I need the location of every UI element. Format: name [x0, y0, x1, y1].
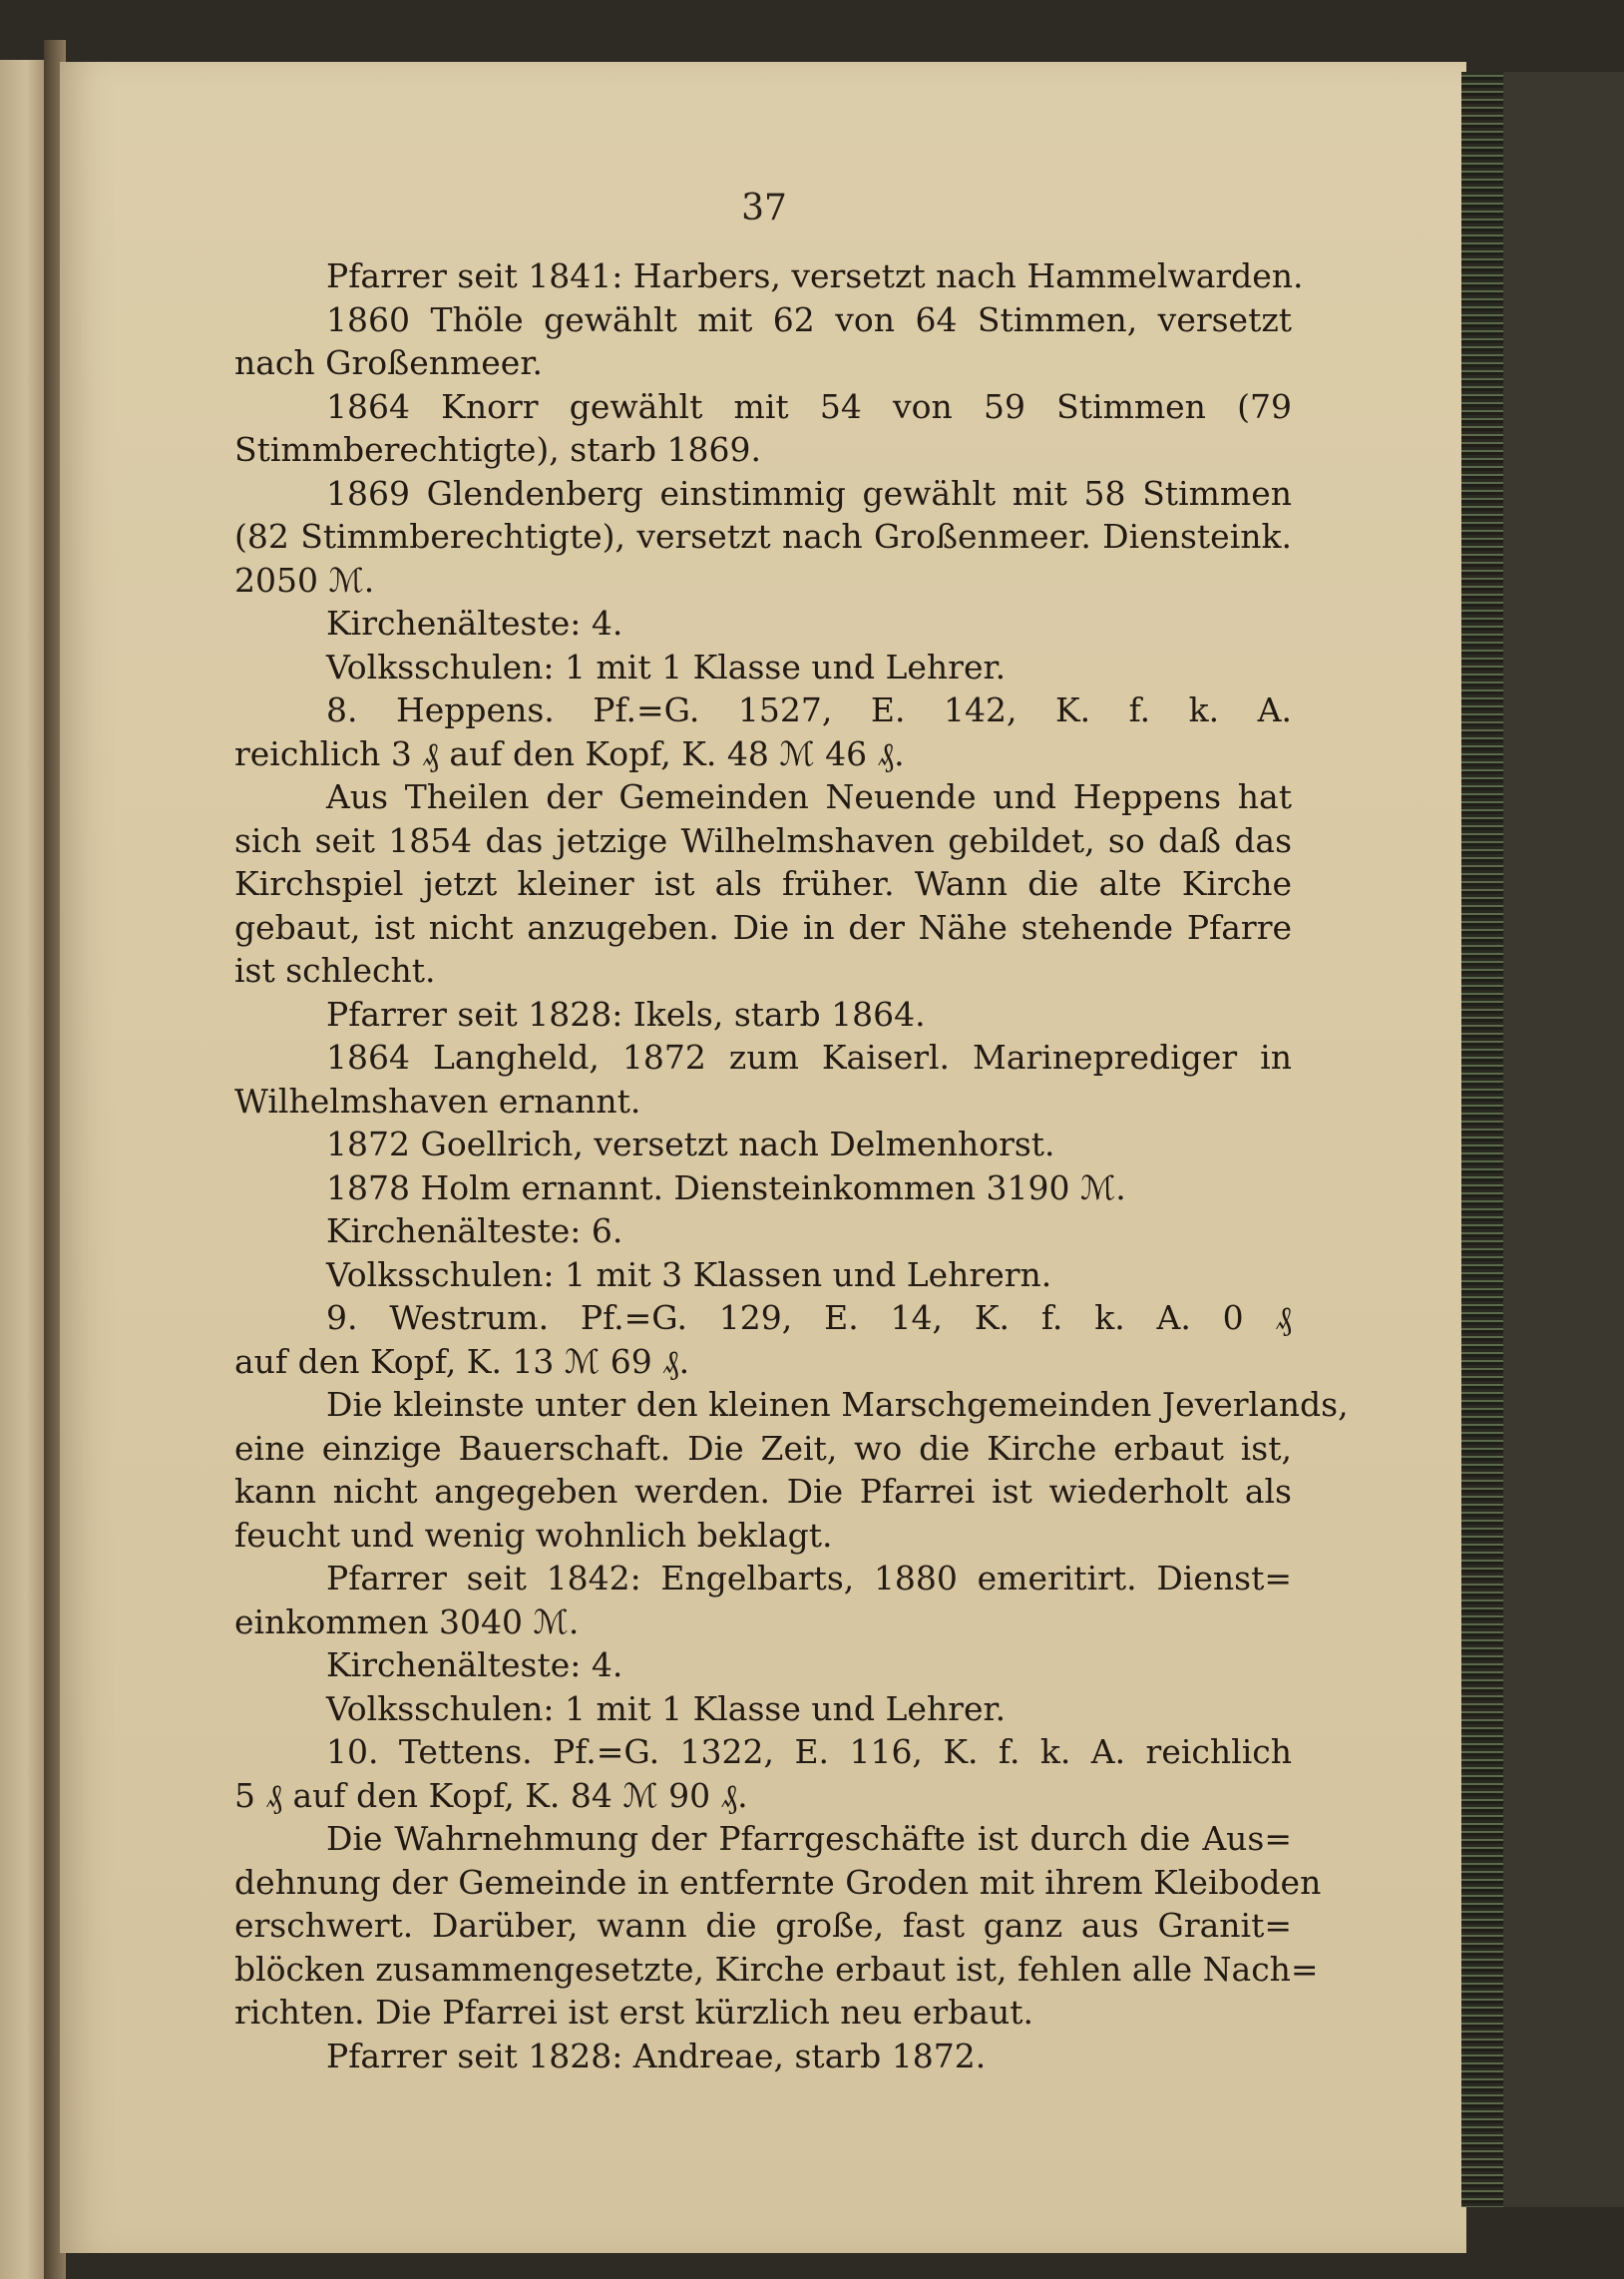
text-line: blöcken zusammengesetzte, Kirche erbaut ist, fehlen alle Nach=: [234, 1949, 1319, 1989]
body-text: [234, 254, 1349, 2077]
text-line: Pfarrer seit 1841: Harbers, versetzt nach Hammelwarden.: [326, 256, 1304, 295]
text-line: Kirchenälteste: 4.: [326, 604, 623, 643]
text-line: Pfarrer seit 1828: Andreae, starb 1872.: [326, 2036, 987, 2075]
text-line: erschwert. Darüber, wann die große, fast ganz aus Granit=: [234, 1906, 1292, 1945]
background-shade: [1503, 72, 1624, 2207]
text-line: reichlich 3 ₰ auf den Kopf, K. 48 ℳ 46 ₰.: [234, 733, 905, 773]
text-line: Pfarrer seit 1842: Engelbarts, 1880 emeritirt. Dienst=: [326, 1559, 1292, 1597]
text-line: 1864 Langheld, 1872 zum Kaiserl. Marineprediger in: [326, 1038, 1292, 1077]
text-line: Volksschulen: 1 mit 3 Klassen und Lehrern.: [326, 1254, 1052, 1294]
text-line: kann nicht angegeben werden. Die Pfarrei ist wiederholt als: [234, 1472, 1292, 1511]
text-line: Kirchenälteste: 6.: [326, 1211, 623, 1250]
text-line: Wilhelmshaven ernannt.: [234, 1081, 641, 1121]
text-line: 9. Westrum. Pf.=G. 129, E. 14, K. f. k. A. 0 ₰: [326, 1298, 1292, 1337]
text-line: 1878 Holm ernannt. Diensteinkommen 3190 ℳ.: [326, 1167, 1126, 1207]
text-line: dehnung der Gemeinde in entfernte Groden mit ihrem Kleiboden: [234, 1862, 1322, 1902]
text-line: Volksschulen: 1 mit 1 Klasse und Lehrer.: [326, 1688, 1007, 1728]
text-line: Aus Theilen der Gemeinden Neuende und Heppens hat: [326, 777, 1292, 816]
text-line: Die kleinste unter den kleinen Marschgemeinden Jeverlands,: [326, 1385, 1349, 1424]
text-line: eine einzige Bauerschaft. Die Zeit, wo die Kirche erbaut ist,: [234, 1428, 1292, 1468]
text-line: feucht und wenig wohnlich beklagt.: [234, 1515, 833, 1555]
text-line: 10. Tettens. Pf.=G. 1322, E. 116, K. f. k. A. reichlich: [326, 1732, 1292, 1771]
text-line: richten. Die Pfarrei ist erst kürzlich neu erbaut.: [234, 1993, 1033, 2032]
left-page-edge: [0, 60, 44, 2279]
text-line: 1860 Thöle gewählt mit 62 von 64 Stimmen, versetzt: [326, 299, 1292, 339]
page-edge-stack: [1461, 72, 1503, 2207]
text-line: Kirchenälteste: 4.: [326, 1645, 623, 1684]
text-line: Stimmberechtigte), starb 1869.: [234, 430, 762, 469]
text-line: 1864 Knorr gewählt mit 54 von 59 Stimmen (79: [326, 386, 1292, 426]
text-line: 8. Heppens. Pf.=G. 1527, E. 142, K. f. k. A.: [326, 690, 1292, 729]
text-line: gebaut, ist nicht anzugeben. Die in der Nähe stehende Pfarre: [234, 907, 1292, 947]
text-line: 5 ₰ auf den Kopf, K. 84 ℳ 90 ₰.: [234, 1775, 748, 1815]
text-line: 1872 Goellrich, versetzt nach Delmenhorst.: [326, 1125, 1055, 1163]
text-line: 2050 ℳ.: [234, 560, 375, 600]
text-line: sich seit 1854 das jetzige Wilhelmshaven gebildet, so daß das: [234, 820, 1292, 860]
text-line: Die Wahrnehmung der Pfarrgeschäfte ist durch die Aus=: [326, 1819, 1292, 1858]
text-line: Kirchspiel jetzt kleiner ist als früher. Wann die alte Kirche: [234, 864, 1292, 903]
text-line: einkommen 3040 ℳ.: [234, 1601, 580, 1641]
page-number: 37: [741, 188, 787, 228]
text-line: Volksschulen: 1 mit 1 Klasse und Lehrer.: [326, 647, 1007, 686]
text-line: (82 Stimmberechtigte), versetzt nach Großenmeer. Diensteink.: [234, 517, 1292, 556]
text-line: Pfarrer seit 1828: Ikels, starb 1864.: [326, 994, 926, 1034]
text-line: 1869 Glendenberg einstimmig gewählt mit 58 Stimmen: [326, 473, 1292, 513]
text-line: ist schlecht.: [234, 951, 436, 990]
text-line: auf den Kopf, K. 13 ℳ 69 ₰.: [234, 1341, 690, 1381]
text-line: nach Großenmeer.: [234, 343, 543, 382]
